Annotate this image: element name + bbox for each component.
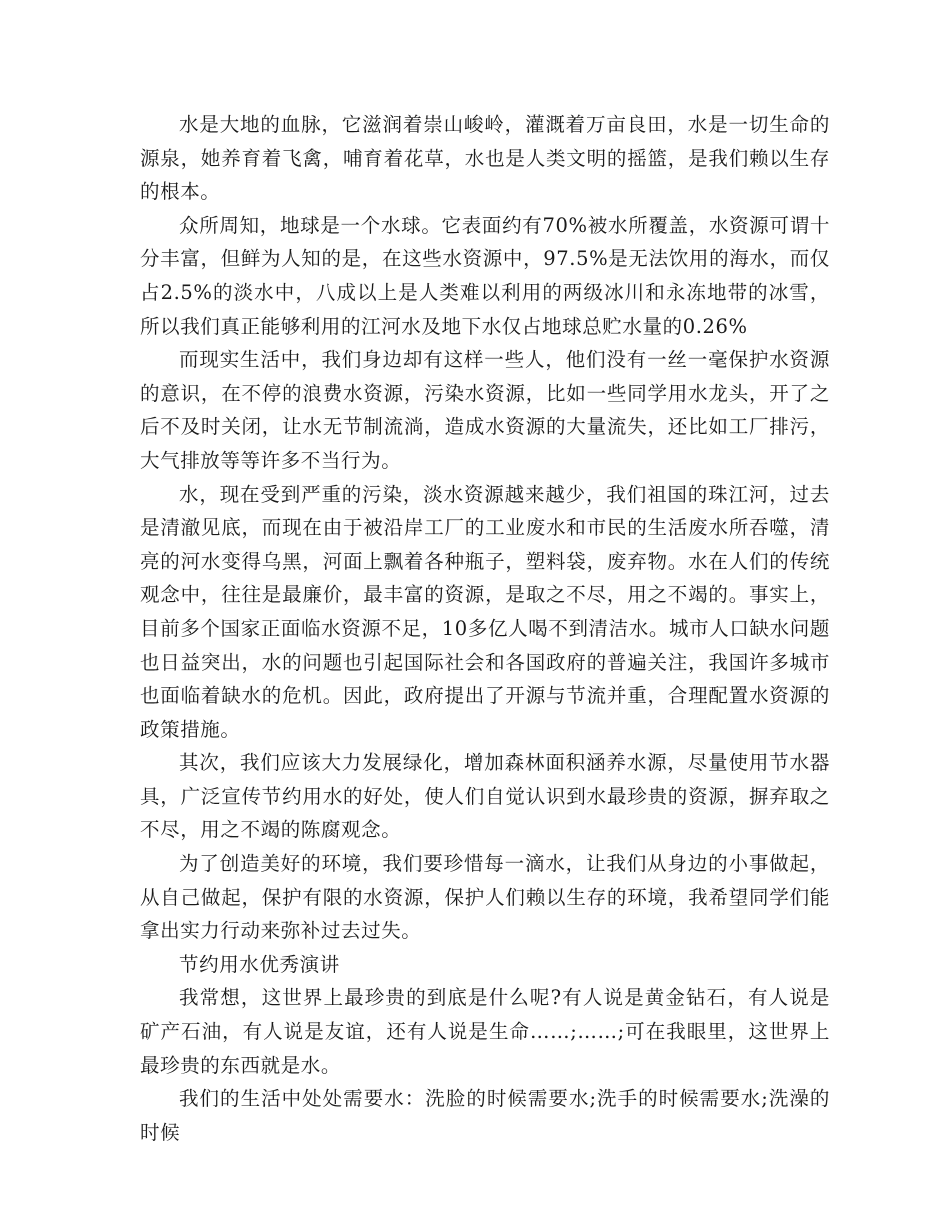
paragraph-daily-water-use: 我们的生活中处处需要水：洗脸的时候需要水;洗手的时候需要水;洗澡的时候: [140, 1087, 830, 1144]
paragraph-greening: 其次，我们应该大力发展绿化，增加森林面积涵养水源，尽量使用节水器具，广泛宣传节约用水的好处，使人们自觉认识到水最珍贵的资源，摒弃取之不尽，用之不竭的陈腐观念。: [140, 751, 830, 842]
document-body: [140, 108, 830, 1149]
paragraph-water-lifeblood: 水是大地的血脉，它滋润着崇山峻岭，灌溉着万亩良田，水是一切生命的源泉，她养育着飞禽，哺育着花草，水也是人类文明的摇篮，是我们赖以生存的根本。: [140, 113, 830, 204]
paragraph-water-pollution: 水，现在受到严重的污染，淡水资源越来越少，我们祖国的珠江河，过去是清澈见底，而现在由于被沿岸工厂的工业废水和市民的生活废水所吞噬，清亮的河水变得乌黑，河面上飘着各种瓶子，塑料袋，废弃物。水在人们的传统观念中，往往是最廉价，最丰富的资源，是取之不尽，用之不竭的。事实上，目前多个国家正面临水资源不足，10多亿人喝不到清洁水。城市人口缺水问题也日益突出，水的问题也引起国际社会和各国政府的普遍关注，我国许多城市也面临着缺水的危机。因此，政府提出了开源与节流并重，合理配置水资源的政策措施。: [140, 482, 830, 741]
paragraph-cherish-water: 为了创造美好的环境，我们要珍惜每一滴水，让我们从身边的小事做起，从自己做起，保护有限的水资源，保护人们赖以生存的环境，我希望同学们能拿出实力行动来弥补过去过失。: [140, 852, 830, 943]
paragraph-water-planet: 众所周知，地球是一个水球。它表面约有70%被水所覆盖，水资源可谓十分丰富，但鲜为人知的是，在这些水资源中，97.5%是无法饮用的海水，而仅占2.5%的淡水中，八成以上是人类难以利用的两级冰川和永冻地带的冰雪，所以我们真正能够利用的江河水及地下水仅占地球总贮水量的0.26%: [140, 213, 830, 338]
section-title: 节约用水优秀演讲: [179, 952, 340, 976]
paragraph-water-waste: 而现实生活中，我们身边却有这样一些人，他们没有一丝一毫保护水资源的意识，在不停的浪费水资源，污染水资源，比如一些同学用水龙头，开了之后不及时关闭，让水无节制流淌，造成水资源的大量流失，还比如工厂排污，大气排放等等许多不当行为。: [140, 348, 830, 472]
paragraph-most-precious: 我常想，这世界上最珍贵的到底是什么呢?有人说是黄金钻石，有人说是矿产石油，有人说是友谊，还有人说是生命……;……;可在我眼里，这世界上最珍贵的东西就是水。: [140, 986, 830, 1077]
